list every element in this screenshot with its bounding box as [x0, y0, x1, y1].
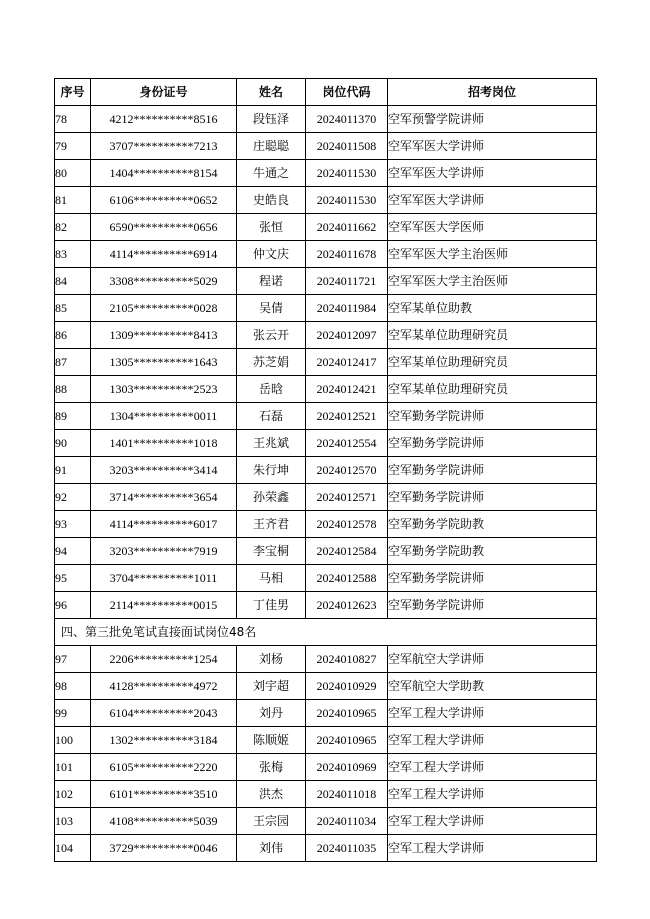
cell-no: 100 — [55, 727, 91, 754]
cell-position: 空军勤务学院讲师 — [388, 403, 597, 430]
cell-no: 99 — [55, 700, 91, 727]
cell-position-code: 2024012521 — [306, 403, 388, 430]
cell-id-number: 6104**********2043 — [91, 700, 237, 727]
cell-no: 101 — [55, 754, 91, 781]
cell-id-number: 2206**********1254 — [91, 646, 237, 673]
header-name: 姓名 — [237, 79, 306, 106]
header-no: 序号 — [55, 79, 91, 106]
cell-position: 空军航空大学讲师 — [388, 646, 597, 673]
cell-name: 孙荣鑫 — [237, 484, 306, 511]
cell-name: 马相 — [237, 565, 306, 592]
cell-position-code: 2024010965 — [306, 727, 388, 754]
table-row — [55, 376, 597, 403]
cell-name: 仲文庆 — [237, 241, 306, 268]
cell-position-code: 2024012571 — [306, 484, 388, 511]
cell-id-number: 3714**********3654 — [91, 484, 237, 511]
cell-position: 空军勤务学院助教 — [388, 511, 597, 538]
table-row — [55, 322, 597, 349]
cell-position: 空军军医大学主治医师 — [388, 268, 597, 295]
cell-position: 空军工程大学讲师 — [388, 781, 597, 808]
cell-no: 90 — [55, 430, 91, 457]
cell-id-number: 3308**********5029 — [91, 268, 237, 295]
cell-no: 89 — [55, 403, 91, 430]
cell-name: 刘伟 — [237, 835, 306, 862]
table-header-row — [55, 79, 597, 106]
cell-position-code: 2024012421 — [306, 376, 388, 403]
cell-position: 空军预警学院讲师 — [388, 106, 597, 133]
cell-id-number: 1309**********8413 — [91, 322, 237, 349]
cell-position-code: 2024011530 — [306, 187, 388, 214]
cell-position: 空军军医大学医师 — [388, 214, 597, 241]
cell-id-number: 4114**********6017 — [91, 511, 237, 538]
cell-id-number: 1401**********1018 — [91, 430, 237, 457]
cell-name: 张云开 — [237, 322, 306, 349]
table-row — [55, 349, 597, 376]
table-row — [55, 565, 597, 592]
cell-id-number: 3707**********7213 — [91, 133, 237, 160]
cell-no: 98 — [55, 673, 91, 700]
table-row — [55, 511, 597, 538]
cell-position: 空军某单位助理研究员 — [388, 376, 597, 403]
cell-no: 91 — [55, 457, 91, 484]
cell-id-number: 4128**********4972 — [91, 673, 237, 700]
cell-no: 79 — [55, 133, 91, 160]
cell-name: 洪杰 — [237, 781, 306, 808]
cell-id-number: 4212**********8516 — [91, 106, 237, 133]
cell-position-code: 2024011530 — [306, 160, 388, 187]
table-row — [55, 241, 597, 268]
cell-name: 刘杨 — [237, 646, 306, 673]
cell-position: 空军工程大学讲师 — [388, 835, 597, 862]
table-row — [55, 187, 597, 214]
cell-name: 程诺 — [237, 268, 306, 295]
cell-no: 80 — [55, 160, 91, 187]
cell-position: 空军工程大学讲师 — [388, 754, 597, 781]
table-row — [55, 430, 597, 457]
cell-position-code: 2024010827 — [306, 646, 388, 673]
cell-no: 86 — [55, 322, 91, 349]
cell-position: 空军某单位助理研究员 — [388, 322, 597, 349]
cell-no: 88 — [55, 376, 91, 403]
table-row — [55, 160, 597, 187]
cell-name: 张恒 — [237, 214, 306, 241]
cell-id-number: 1303**********2523 — [91, 376, 237, 403]
cell-name: 苏芝娟 — [237, 349, 306, 376]
cell-position-code: 2024012417 — [306, 349, 388, 376]
cell-no: 102 — [55, 781, 91, 808]
cell-id-number: 6106**********0652 — [91, 187, 237, 214]
cell-name: 张梅 — [237, 754, 306, 781]
cell-position: 空军勤务学院讲师 — [388, 430, 597, 457]
cell-position-code: 2024011370 — [306, 106, 388, 133]
table-row — [55, 700, 597, 727]
cell-position: 空军某单位助理研究员 — [388, 349, 597, 376]
cell-no: 96 — [55, 592, 91, 619]
cell-position: 空军勤务学院讲师 — [388, 484, 597, 511]
cell-position: 空军勤务学院讲师 — [388, 592, 597, 619]
cell-position-code: 2024012588 — [306, 565, 388, 592]
cell-position-code: 2024010965 — [306, 700, 388, 727]
table-body-part2 — [55, 646, 597, 862]
table-row — [55, 484, 597, 511]
cell-id-number: 6590**********0656 — [91, 214, 237, 241]
cell-no: 103 — [55, 808, 91, 835]
cell-id-number: 4114**********6914 — [91, 241, 237, 268]
cell-position-code: 2024011984 — [306, 295, 388, 322]
cell-name: 史皓良 — [237, 187, 306, 214]
cell-id-number: 6101**********3510 — [91, 781, 237, 808]
cell-no: 97 — [55, 646, 91, 673]
cell-id-number: 1305**********1643 — [91, 349, 237, 376]
cell-name: 刘丹 — [237, 700, 306, 727]
cell-position-code: 2024011678 — [306, 241, 388, 268]
cell-position: 空军勤务学院助教 — [388, 538, 597, 565]
cell-name: 牛通之 — [237, 160, 306, 187]
cell-name: 庄聪聪 — [237, 133, 306, 160]
cell-name: 朱行坤 — [237, 457, 306, 484]
header-position: 招考岗位 — [388, 79, 597, 106]
cell-id-number: 1404**********8154 — [91, 160, 237, 187]
cell-position-code: 2024011035 — [306, 835, 388, 862]
cell-name: 石磊 — [237, 403, 306, 430]
table-row — [55, 646, 597, 673]
cell-no: 95 — [55, 565, 91, 592]
table-row — [55, 592, 597, 619]
header-code: 岗位代码 — [306, 79, 388, 106]
cell-name: 王兆斌 — [237, 430, 306, 457]
cell-position: 空军工程大学讲师 — [388, 727, 597, 754]
cell-position-code: 2024012578 — [306, 511, 388, 538]
cell-name: 刘宇超 — [237, 673, 306, 700]
table-row — [55, 781, 597, 808]
cell-id-number: 3704**********1011 — [91, 565, 237, 592]
table-row — [55, 106, 597, 133]
table-row — [55, 133, 597, 160]
cell-name: 岳晗 — [237, 376, 306, 403]
cell-name: 王宗园 — [237, 808, 306, 835]
table-row — [55, 295, 597, 322]
cell-position: 空军军医大学主治医师 — [388, 241, 597, 268]
cell-position-code: 2024012554 — [306, 430, 388, 457]
table-row — [55, 808, 597, 835]
cell-position-code: 2024010929 — [306, 673, 388, 700]
cell-position-code: 2024011034 — [306, 808, 388, 835]
table-row — [55, 673, 597, 700]
cell-no: 104 — [55, 835, 91, 862]
cell-no: 84 — [55, 268, 91, 295]
table-body-part1 — [55, 106, 597, 619]
section-title: 四、第三批免笔试直接面试岗位48名 — [55, 619, 597, 646]
cell-no: 94 — [55, 538, 91, 565]
cell-position: 空军工程大学讲师 — [388, 700, 597, 727]
table-row — [55, 538, 597, 565]
cell-id-number: 3729**********0046 — [91, 835, 237, 862]
cell-position: 空军工程大学讲师 — [388, 808, 597, 835]
table-row — [55, 268, 597, 295]
cell-name: 王齐君 — [237, 511, 306, 538]
header-id: 身份证号 — [91, 79, 237, 106]
cell-position: 空军军医大学讲师 — [388, 160, 597, 187]
cell-no: 85 — [55, 295, 91, 322]
cell-position-code: 2024012097 — [306, 322, 388, 349]
cell-no: 78 — [55, 106, 91, 133]
table-row — [55, 727, 597, 754]
section-body — [55, 619, 597, 646]
table-row — [55, 214, 597, 241]
cell-id-number: 3203**********7919 — [91, 538, 237, 565]
cell-position: 空军勤务学院讲师 — [388, 565, 597, 592]
cell-name: 丁佳男 — [237, 592, 306, 619]
cell-position-code: 2024011721 — [306, 268, 388, 295]
cell-position-code: 2024012623 — [306, 592, 388, 619]
cell-position: 空军某单位助教 — [388, 295, 597, 322]
cell-name: 陈顺姬 — [237, 727, 306, 754]
cell-position-code: 2024011508 — [306, 133, 388, 160]
candidate-table — [54, 78, 597, 862]
cell-id-number: 2105**********0028 — [91, 295, 237, 322]
cell-id-number: 6105**********2220 — [91, 754, 237, 781]
cell-no: 82 — [55, 214, 91, 241]
cell-position: 空军军医大学讲师 — [388, 187, 597, 214]
cell-id-number: 2114**********0015 — [91, 592, 237, 619]
cell-position-code: 2024011018 — [306, 781, 388, 808]
table-row — [55, 835, 597, 862]
cell-position-code: 2024011662 — [306, 214, 388, 241]
cell-name: 吴倩 — [237, 295, 306, 322]
cell-no: 83 — [55, 241, 91, 268]
cell-no: 93 — [55, 511, 91, 538]
cell-id-number: 1302**********3184 — [91, 727, 237, 754]
cell-id-number: 3203**********3414 — [91, 457, 237, 484]
cell-position-code: 2024010969 — [306, 754, 388, 781]
table-row — [55, 754, 597, 781]
cell-name: 段钰泽 — [237, 106, 306, 133]
cell-position: 空军航空大学助教 — [388, 673, 597, 700]
cell-no: 92 — [55, 484, 91, 511]
cell-position-code: 2024012570 — [306, 457, 388, 484]
section-row — [55, 619, 597, 646]
cell-position: 空军军医大学讲师 — [388, 133, 597, 160]
cell-id-number: 4108**********5039 — [91, 808, 237, 835]
cell-no: 81 — [55, 187, 91, 214]
cell-no: 87 — [55, 349, 91, 376]
table-row — [55, 457, 597, 484]
cell-position: 空军勤务学院讲师 — [388, 457, 597, 484]
cell-name: 李宝桐 — [237, 538, 306, 565]
cell-position-code: 2024012584 — [306, 538, 388, 565]
cell-id-number: 1304**********0011 — [91, 403, 237, 430]
table-row — [55, 403, 597, 430]
